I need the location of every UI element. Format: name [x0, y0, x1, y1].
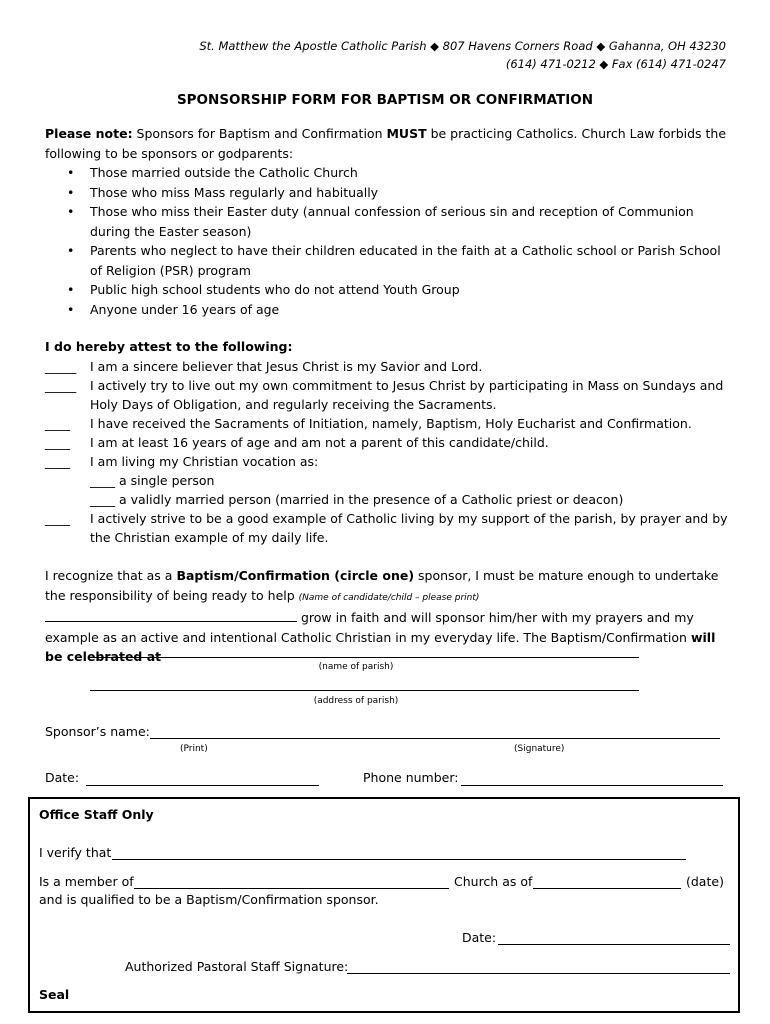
vocation-blank[interactable]: ____ — [90, 473, 115, 488]
form-title: SPONSORSHIP FORM FOR BAPTISM OR CONFIRMATION — [176, 92, 594, 108]
qualified-statement: and is qualified to be a Baptism/Confirmation sponsor. — [39, 892, 379, 907]
recognize-paragraph — [45, 566, 730, 667]
signature-caption: (Signature) — [514, 744, 565, 754]
office-staff-box — [28, 797, 740, 1013]
attest-text: I am a sincere believer that Jesus Christ is my Savior and Lord. — [90, 359, 483, 374]
please-note-label: Please note: — [45, 126, 133, 141]
attest-item — [45, 414, 730, 433]
note-must: MUST — [386, 126, 427, 141]
office-date-field[interactable] — [498, 944, 730, 945]
member-of-label: Is a member of — [39, 874, 134, 889]
verify-name-field[interactable] — [112, 859, 686, 860]
celebrated-at-label: will be celebrated at — [45, 629, 716, 664]
vocation-option — [90, 490, 623, 509]
attest-blank[interactable]: ____ — [45, 454, 70, 469]
attest-item — [45, 357, 730, 376]
parish-address-caption: (address of parish) — [313, 696, 399, 706]
candidate-name-hint: (Name of candidate/child – please print) — [298, 592, 480, 603]
attest-text: I have received the Sacraments of Initiation, namely, Baptism, Holy Eucharist and Confirmation. — [90, 416, 692, 431]
list-item: • Anyone under 16 years of age — [45, 300, 730, 320]
authorized-signature-field[interactable] — [347, 973, 730, 974]
phone-field[interactable] — [461, 785, 723, 786]
recognize-text: grow in faith and will sponsor him/her with my prayers and my example as an active and intentional Catholic Christian in my everyday life. The Baptism/Confirmation — [45, 610, 694, 645]
attest-heading: I do hereby attest to the following: — [45, 339, 293, 354]
list-item: • Those who miss their Easter duty (annual confession of serious sin and reception of Communion during the Easter season) — [45, 202, 730, 241]
attest-blank[interactable]: ____ — [45, 416, 70, 431]
seal-label: Seal — [39, 987, 70, 1002]
note-text-a: Sponsors for Baptism and Confirmation — [132, 126, 387, 141]
attest-blank[interactable]: _____ — [45, 378, 77, 393]
office-heading: Office Staff Only — [39, 807, 154, 822]
attest-item — [45, 452, 730, 471]
attest-item — [45, 433, 730, 452]
forbidden-sponsors-list — [45, 163, 730, 319]
attest-blank[interactable]: ____ — [45, 435, 70, 450]
attest-text: I am at least 16 years of age and am not a parent of this candidate/child. — [90, 435, 549, 450]
vocation-text: a single person — [115, 473, 215, 488]
please-note-paragraph — [45, 124, 730, 163]
attest-blank[interactable]: _____ — [45, 359, 77, 374]
authorized-signature-label: Authorized Pastoral Staff Signature: — [125, 959, 349, 974]
vocation-blank[interactable]: ____ — [90, 492, 115, 507]
attest-item — [45, 509, 730, 547]
parish-address-line: St. Matthew the Apostle Catholic Parish ◆ 807 Havens Corners Road ◆ Gahanna, OH 43230 — [199, 39, 726, 53]
list-item: • Those married outside the Catholic Church — [45, 163, 730, 183]
parish-header — [199, 37, 726, 73]
parish-name-field[interactable] — [90, 657, 639, 658]
note-text-b: be practicing Catholics. Church Law forbids the following to be sponsors or godparents: — [45, 126, 727, 161]
sponsor-name-field[interactable] — [150, 738, 720, 739]
date-field[interactable] — [86, 785, 319, 786]
office-date-label: Date: — [462, 930, 497, 945]
list-item: • Public high school students who do not attend Youth Group — [45, 280, 730, 300]
recognize-text: sponsor, I must be mature enough to undertake the responsibility of being ready to help — [45, 568, 719, 603]
vocation-option — [90, 471, 214, 490]
church-as-of-label: Church as of — [454, 874, 533, 889]
list-item: • Those who miss Mass regularly and habitually — [45, 183, 730, 203]
phone-label: Phone number: — [363, 770, 459, 785]
attest-text: I actively strive to be a good example of Catholic living by my support of the parish, by prayer and by the Christian example of my daily life. — [90, 511, 728, 545]
verify-label: I verify that — [39, 845, 112, 860]
sponsor-name-label: Sponsor’s name: — [45, 724, 150, 739]
vocation-text: a validly married person (married in the presence of a Catholic priest or deacon) — [115, 492, 624, 507]
member-date-field[interactable] — [533, 888, 681, 889]
recognize-text: I recognize that as a — [45, 568, 177, 583]
circle-one-label: Baptism/Confirmation (circle one) — [176, 568, 415, 583]
parish-phone-line: (614) 471-0212 ◆ Fax (614) 471-0247 — [505, 57, 726, 71]
parish-name-caption: (name of parish) — [318, 662, 394, 672]
list-item: • Parents who neglect to have their children educated in the faith at a Catholic school or Parish School of Religion (PSR) program — [45, 241, 730, 280]
attest-text: I actively try to live out my own commitment to Jesus Christ by participating in Mass on Sundays and Holy Days of Obligation, and regularly receiving the Sacraments. — [90, 378, 724, 412]
attest-blank[interactable]: ____ — [45, 511, 70, 526]
attest-item — [45, 376, 730, 414]
attest-text: I am living my Christian vocation as: — [90, 454, 319, 469]
member-church-field[interactable] — [134, 888, 449, 889]
date-suffix-label: (date) — [686, 874, 724, 889]
parish-address-field[interactable] — [90, 690, 639, 691]
print-caption: (Print) — [180, 744, 208, 754]
candidate-name-field[interactable] — [45, 609, 297, 622]
date-label: Date: — [45, 770, 80, 785]
